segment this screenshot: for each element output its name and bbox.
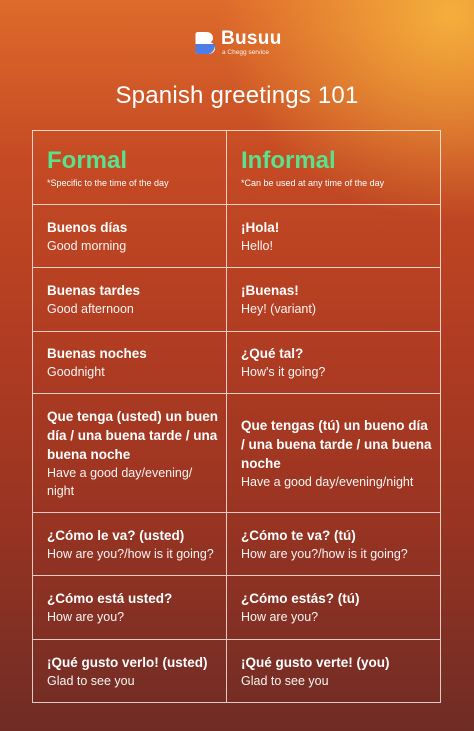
informal-translation: How's it going? <box>241 365 326 379</box>
informal-translation: Hey! (variant) <box>241 302 317 316</box>
table-row <box>33 205 441 268</box>
brand-name: Busuu <box>221 28 282 49</box>
formal-cell <box>33 576 227 639</box>
page-title: Spanish greetings 101 <box>115 82 359 109</box>
formal-cell <box>33 394 227 512</box>
informal-note: *Can be used at any time of the day <box>241 177 385 188</box>
informal-cell <box>227 205 441 267</box>
formal-phrase: ¡Qué gusto verlo! (usted) <box>47 654 208 670</box>
formal-translation: Goodnight <box>47 365 105 379</box>
brand-logo <box>0 30 474 60</box>
formal-cell <box>33 332 227 393</box>
table-row <box>33 268 441 332</box>
informal-phrase: Que tengas (tú) un bueno día / una buena tarde / una buena noche <box>241 417 432 471</box>
formal-translation: Glad to see you <box>47 673 135 688</box>
formal-heading: Formal <box>47 146 128 174</box>
informal-phrase: ¿Cómo te va? (tú) <box>241 527 356 543</box>
table-row <box>33 576 441 640</box>
formal-translation: Good afternoon <box>47 302 134 316</box>
formal-phrase: Buenas tardes <box>47 283 141 298</box>
formal-cell <box>33 640 227 702</box>
formal-note: *Specific to the time of the day <box>47 177 169 188</box>
formal-translation: How are you?/how is it going? <box>47 546 214 561</box>
informal-cell <box>227 332 441 393</box>
informal-phrase: ¡Qué gusto verte! (you) <box>241 654 390 670</box>
informal-cell <box>227 576 441 639</box>
informal-cell <box>227 268 441 331</box>
formal-phrase: Que tenga (usted) un buen día / una buena tarde / una buena noche <box>47 408 218 462</box>
informal-translation: How are you? <box>241 610 319 624</box>
informal-cell <box>227 513 441 575</box>
formal-phrase: ¿Cómo está usted? <box>47 591 173 606</box>
informal-translation: Glad to see you <box>241 673 329 688</box>
formal-cell <box>33 268 227 331</box>
formal-header <box>33 131 227 204</box>
table-header-row <box>33 131 441 205</box>
greetings-table <box>32 130 441 703</box>
formal-cell <box>33 513 227 575</box>
table-row <box>33 513 441 576</box>
formal-phrase: Buenas noches <box>47 346 147 361</box>
formal-translation: Good morning <box>47 238 127 253</box>
formal-cell <box>33 205 227 267</box>
informal-phrase: ¡Buenas! <box>241 283 299 298</box>
informal-translation: Have a good day/evening/night <box>241 474 414 489</box>
formal-translation: Have a good day/evening/ night <box>47 465 193 498</box>
informal-cell <box>227 394 441 512</box>
brand-tagline: a Chegg service <box>222 49 269 56</box>
informal-header <box>227 131 441 204</box>
informal-translation: How are you?/how is it going? <box>241 546 408 561</box>
formal-phrase: Buenos días <box>47 219 128 235</box>
informal-translation: Hello! <box>241 238 273 253</box>
informal-phrase: ¿Qué tal? <box>241 346 304 361</box>
informal-heading: Informal <box>241 146 336 174</box>
informal-phrase: ¡Hola! <box>241 219 280 235</box>
table-row <box>33 332 441 394</box>
informal-phrase: ¿Cómo estás? (tú) <box>241 591 360 606</box>
formal-phrase: ¿Cómo le va? (usted) <box>47 527 185 543</box>
table-row <box>33 394 441 513</box>
busuu-logo-icon <box>194 31 216 55</box>
table-row <box>33 640 441 703</box>
formal-translation: How are you? <box>47 610 125 624</box>
informal-cell <box>227 640 441 702</box>
